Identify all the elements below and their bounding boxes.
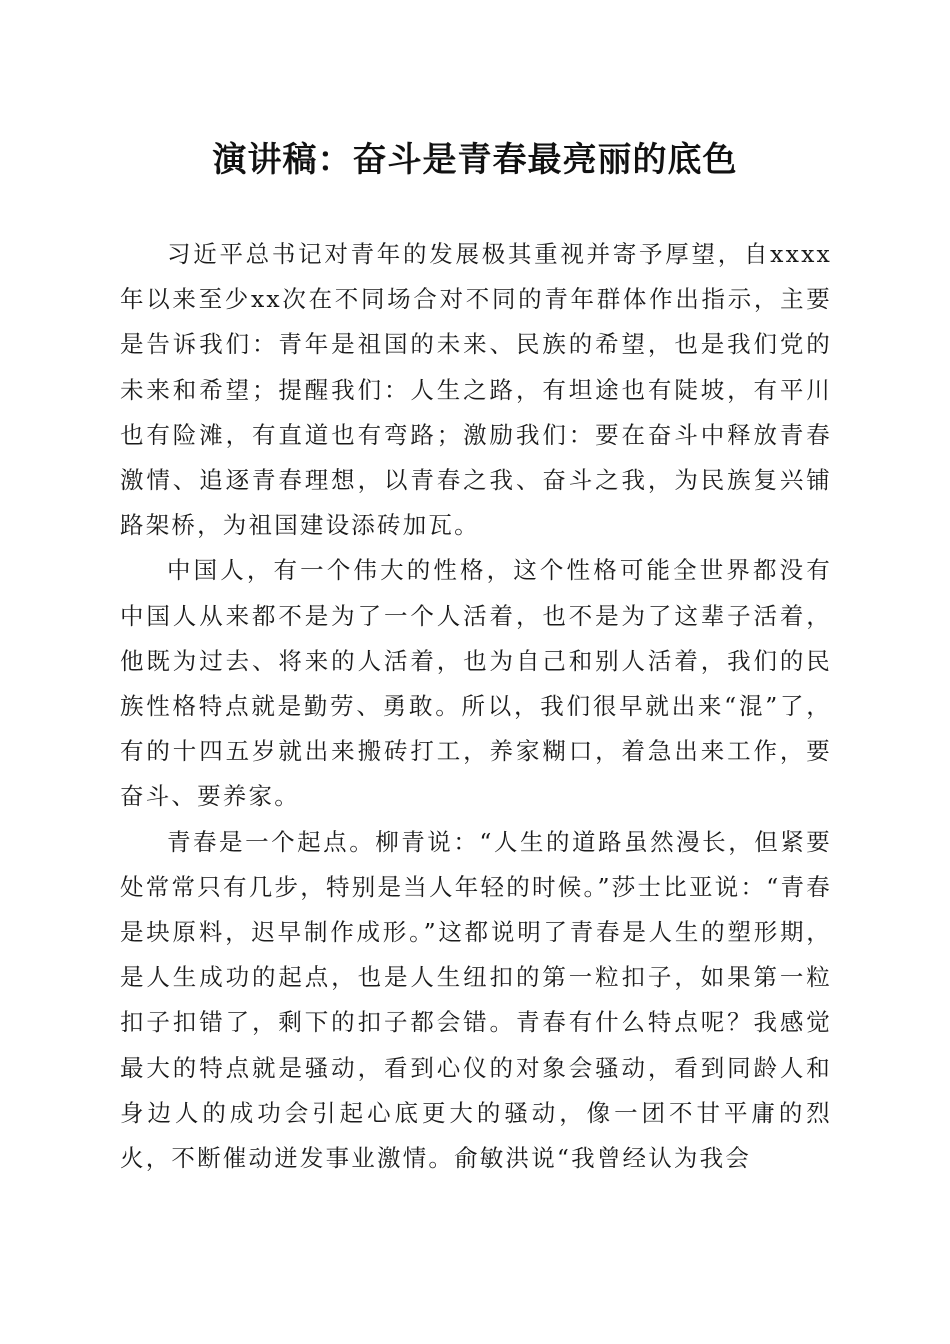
document-title: 演讲稿：奋斗是青春最亮丽的底色 (212, 140, 738, 180)
document-body (120, 232, 832, 1181)
paragraph-2: 中国人，有一个伟大的性格，这个性格可能全世界都没有中国人从来都不是为了一个人活着，也不是为了这辈子活着，他既为过去、将来的人活着，也为自己和别人活着，我们的民族性格特点就是勤劳、勇敢。所以，我们很早就出来“混”了，有的十四五岁就出来搬砖打工，养家糊口，着急出来工作，要奋斗、要养家。 (120, 556, 832, 811)
paragraph-3: 青春是一个起点。柳青说：“人生的道路虽然漫长，但紧要处常常只有几步，特别是当人年轻的时候。”莎士比亚说：“青春是块原料，迟早制作成形。”这都说明了青春是人生的塑形期，是人生成功的起点，也是人生纽扣的第一粒扣子，如果第一粒扣子扣错了，剩下的扣子都会错。青春有什么特点呢？我感觉最大的特点就是骚动，看到心仪的对象会骚动，看到同龄人和身边人的成功会引起心底更大的骚动，像一团不甘平庸的烈火，不断催动迸发事业激情。俞敏洪说“我曾经认为我会 (120, 827, 832, 1173)
paragraph-1: 习近平总书记对青年的发展极其重视并寄予厚望，自xxxx年以来至少xx次在不同场合对不同的青年群体作出指示，主要是告诉我们：青年是祖国的未来、民族的希望，也是我们党的未来和希望；提醒我们：人生之路，有坦途也有陡坡，有平川也有险滩，有直道也有弯路；激励我们：要在奋斗中释放青春激情、追逐青春理想，以青春之我、奋斗之我，为民族复兴铺路架桥，为祖国建设添砖加瓦。 (120, 240, 832, 540)
